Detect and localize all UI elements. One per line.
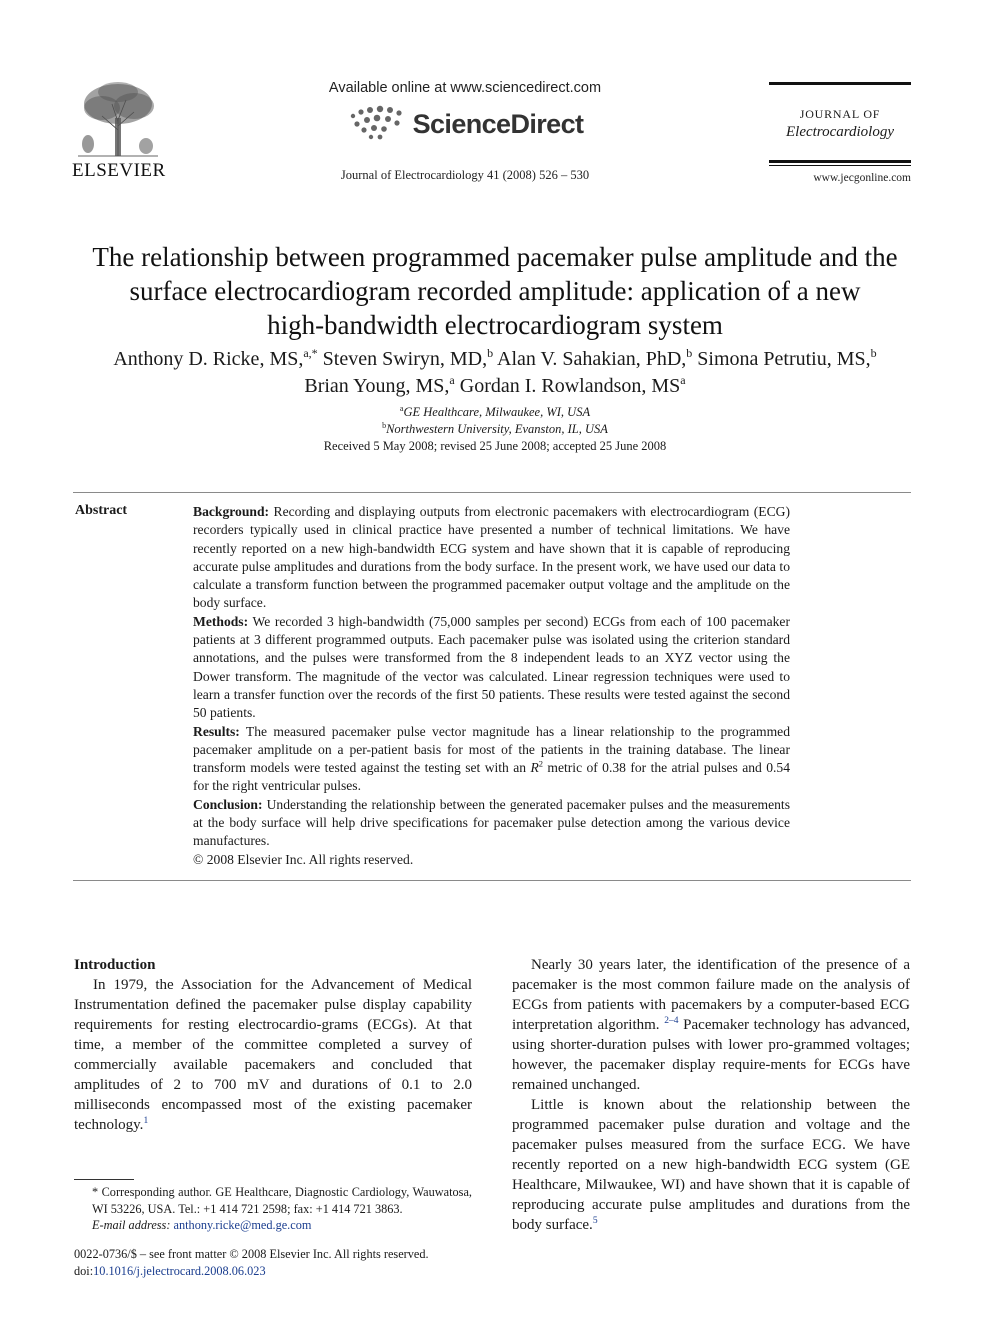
- received-dates: Received 5 May 2008; revised 25 June 2008; accepted 25 June 2008: [323, 439, 667, 453]
- journal-name-line2: Electrocardiology: [785, 123, 895, 140]
- abstract-results: Results: The measured pacemaker pulse vector magnitude has a linear relationship to the programmed pacemaker amplitude on a per-patient basis for most of the patients in the training database. The linear transform models were tested against the testing set with an $R^2$ metric of 0.38 for the atrial pulses and 0.54 for the right ventricular pulses.: [193, 723, 791, 794]
- author-name[interactable]: Brian Young, MS,: [304, 375, 450, 397]
- affiliation-a: $^a$GE Healthcare, Milwaukee, WI, USA: [399, 404, 591, 420]
- author-name[interactable]: Gordan I. Rowlandson, MS: [459, 375, 681, 397]
- body-paragraph: Little is known about the relationship between the programmed pacemaker pulse duration and voltage and the pacemaker pulses measured from the surface ECG. We have recently reported on a new high-bandwidth ECG system (GE Healthcare, Milwaukee, WI) and have shown that it is capable of reproducing accurate pulse amplitudes and durations from the body surface.$^5$: [512, 1097, 910, 1233]
- affiliation-b: $^b$Northwestern University, Evanston, IL, USA: [382, 421, 608, 437]
- abstract-copyright: © 2008 Elsevier Inc. All rights reserved.: [193, 851, 414, 867]
- abstract-methods: Methods: We recorded 3 high-bandwidth (75,000 samples per second) ECGs from each of 100 pacemaker patients at 3 different programmed outputs. Each pacemaker pulse was isolated using the criterion standard annotations, and the pulses were transformed from the 8 independent leads to an XYZ vector using the Dower transform. The magnitude of the vector was calculated. Linear regression techniques were used to learn a transfer function over the records of the first 50 patients. These results were tested against the second 50 patients.: [193, 613, 790, 721]
- abstract-conclusion: Conclusion: Understanding the relationship between the generated pacemaker pulses and the measurements at the body surface will help drive specifications for pacemaker pulse detection among the various device manufactures.: [193, 796, 790, 849]
- abstract-background: Background: Recording and displaying outputs from electronic pacemakers with electrocardiogram (ECG) recorders typically used in clinical practice have presented a number of technical limitations. We have recently reported on a new high-bandwidth ECG system and have shown that it is capable of reproducing accurate pulse amplitudes and durations from the body surface. In the present work, we have used our data to calculate a transform function between the programmed pacemaker output voltage and the amplitude on the body surface.: [193, 504, 790, 611]
- abstract-body: [193, 503, 790, 869]
- author-line-1: [55, 346, 935, 373]
- doi-link[interactable]: 10.1016/j.jelectrocard.2008.06.023: [93, 1264, 266, 1278]
- doi-line: doi:10.1016/j.jelectrocard.2008.06.023: [74, 1264, 266, 1278]
- email-link[interactable]: anthony.ricke@med.ge.com: [173, 1218, 312, 1232]
- journal-citation: Journal of Electrocardiology 41 (2008) 526 – 530: [340, 168, 590, 182]
- author-name[interactable]: Anthony D. Ricke, MS,: [113, 348, 304, 370]
- author-list: [55, 346, 935, 400]
- abstract-bottom-divider: [73, 880, 911, 881]
- author-name[interactable]: Simona Petrutiu, MS,: [697, 348, 871, 370]
- front-matter: [74, 1246, 484, 1280]
- publisher-logo: [72, 78, 164, 182]
- author-affil-mark[interactable]: b: [870, 346, 877, 360]
- footnote-divider: [74, 1179, 134, 1180]
- body-column-left: [74, 955, 472, 1135]
- article-title: The relationship between programmed pacemaker pulse amplitude and the surface electrocardiogram recorded amplitude: application of a new high-bandwidth electrocardiogram system: [92, 242, 898, 340]
- sciencedirect-dots-logo-icon: [347, 104, 407, 144]
- journal-name: [769, 107, 911, 142]
- abstract-label: Abstract: [75, 503, 128, 518]
- journal-name-line1: JOURNAL OF: [799, 107, 881, 121]
- journal-masthead: [769, 82, 911, 184]
- reference-link[interactable]: 1: [143, 1116, 149, 1126]
- author-affil-mark[interactable]: a: [680, 373, 686, 387]
- reference-link[interactable]: 5: [592, 1216, 598, 1226]
- author-affil-mark[interactable]: a,*: [303, 346, 318, 360]
- author-name[interactable]: Alan V. Sahakian, PhD,: [497, 348, 687, 370]
- author-line-2: [55, 373, 935, 400]
- section-heading-introduction: Introduction: [74, 957, 156, 973]
- abstract-top-divider: [73, 492, 911, 493]
- elsevier-tree-logo-icon: [72, 78, 164, 158]
- masthead-bottom-rules: [769, 160, 911, 166]
- journal-url-link[interactable]: www.jecgonline.com: [813, 172, 911, 185]
- reference-link[interactable]: 2–4: [664, 1016, 679, 1026]
- sciencedirect-wordmark: ScienceDirect: [412, 108, 584, 139]
- author-affil-mark[interactable]: a: [449, 373, 455, 387]
- body-column-right: [512, 955, 910, 1235]
- sciencedirect-logo: [300, 102, 630, 146]
- masthead-rule: [769, 82, 911, 85]
- publisher-name: ELSEVIER: [72, 160, 166, 181]
- body-paragraph: Nearly 30 years later, the identification of the presence of a pacemaker is the most common failure made on the analysis of ECGs from patients with pacemakers by a computer-based ECG interpretation algorithm. $^{2-4}$ Pacemaker technology has advanced, using shorter-duration pulses with lower pro-grammed voltages; however, the pacemaker display require-ments for ECGs have remained unchanged.: [512, 957, 911, 1093]
- front-matter-text: 0022-0736/$ – see front matter © 2008 Elsevier Inc. All rights reserved.: [74, 1247, 429, 1261]
- author-name[interactable]: Steven Swiryn, MD,: [322, 348, 488, 370]
- author-affil-mark[interactable]: b: [686, 346, 693, 360]
- body-paragraph: In 1979, the Association for the Advancement of Medical Instrumentation defined the pacemaker pulse display capability requirements for resting electrocardio-grams (ECGs). At that time, a member of the committee completed a survey of commercially available pacemakers and concluded that amplitudes of 2 to 700 mV and durations of 0.1 to 2.0 milliseconds encompassed most of the existing pacemaker technology.$^1$: [74, 977, 472, 1133]
- email-line: E-mail address: anthony.ricke@med.ge.com: [92, 1218, 312, 1232]
- sciencedirect-header: [300, 80, 630, 183]
- corresponding-author-footnote: [74, 1184, 472, 1234]
- available-online-text: Available online at www.sciencedirect.com: [328, 80, 602, 96]
- corresponding-author-text: * Corresponding author. GE Healthcare, Diagnostic Cardiology, Wauwatosa, WI 53226, USA. Tel.: +1 414 721 2598; fax: +1 414 721 3863.: [92, 1185, 472, 1216]
- author-affil-mark[interactable]: b: [487, 346, 494, 360]
